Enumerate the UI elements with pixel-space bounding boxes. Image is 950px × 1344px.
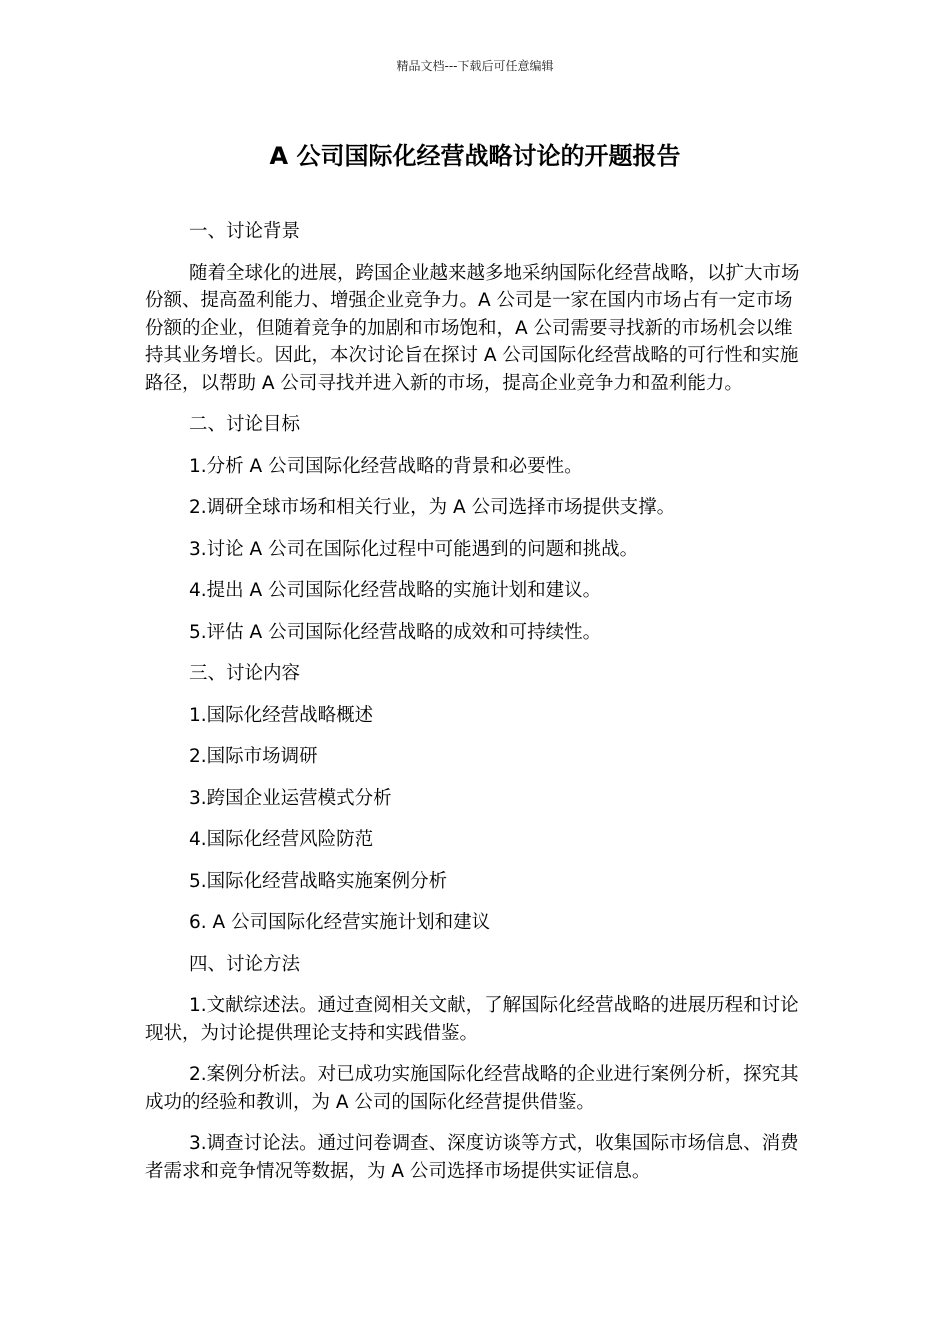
objective-item: 5.评估 A 公司国际化经营战略的成效和可持续性。 bbox=[189, 621, 602, 643]
section-heading-background: 一、讨论背景 bbox=[189, 221, 301, 242]
content-item: 2.国际市场调研 bbox=[189, 746, 318, 767]
objective-item: 1.分析 A 公司国际化经营战略的背景和必要性。 bbox=[189, 455, 583, 477]
section-heading-content: 三、讨论内容 bbox=[189, 663, 301, 684]
background-paragraph: 随着全球化的进展，跨国企业越来越多地采纳国际化经营战略，以扩大市场份额、提高盈利能力、增强企业竞争力。A 公司是一家在国内市场占有一定市场份额的企业，但随着竞争的加剧和市场饱和，A 公司需要寻找新的市场机会以维持其业务增长。因此，本次讨论旨在探讨 A 公司国际化经营战略的可行性和实施路径，以帮助 A 公司寻找并进入新的市场，提高企业竞争力和盈利能力。 bbox=[145, 262, 800, 394]
document-body bbox=[145, 218, 810, 1199]
content-item: 1.国际化经营战略概述 bbox=[189, 704, 374, 726]
content-item: 3.跨国企业运营模式分析 bbox=[189, 787, 392, 809]
document-title: A 公司国际化经营战略讨论的开题报告 bbox=[269, 142, 681, 170]
content-item: 5.国际化经营战略实施案例分析 bbox=[189, 870, 448, 892]
section-heading-methods: 四、讨论方法 bbox=[189, 953, 301, 975]
method-item: 1.文献综述法。通过查阅相关文献，了解国际化经营战略的进展历程和讨论现状，为讨论提供理论支持和实践借鉴。 bbox=[145, 995, 799, 1044]
section-heading-objectives: 二、讨论目标 bbox=[189, 414, 301, 435]
objective-item: 4.提出 A 公司国际化经营战略的实施计划和建议。 bbox=[189, 580, 602, 601]
content-item: 4.国际化经营风险防范 bbox=[189, 829, 374, 850]
method-item: 2.案例分析法。对已成功实施国际化经营战略的企业进行案例分析，探究其成功的经验和教训，为 A 公司的国际化经营提供借鉴。 bbox=[145, 1064, 799, 1113]
content-item: 6. A 公司国际化经营实施计划和建议 bbox=[189, 912, 491, 933]
objective-item: 2.调研全球市场和相关行业，为 A 公司选择市场提供支撑。 bbox=[189, 497, 676, 518]
page-header: 精品文档---下载后可任意编辑 bbox=[396, 59, 554, 73]
method-item: 3.调查讨论法。通过问卷调查、深度访谈等方式，收集国际市场信息、消费者需求和竞争情况等数据，为 A 公司选择市场提供实证信息。 bbox=[145, 1133, 799, 1182]
objective-item: 3.讨论 A 公司在国际化过程中可能遇到的问题和挑战。 bbox=[189, 538, 639, 560]
